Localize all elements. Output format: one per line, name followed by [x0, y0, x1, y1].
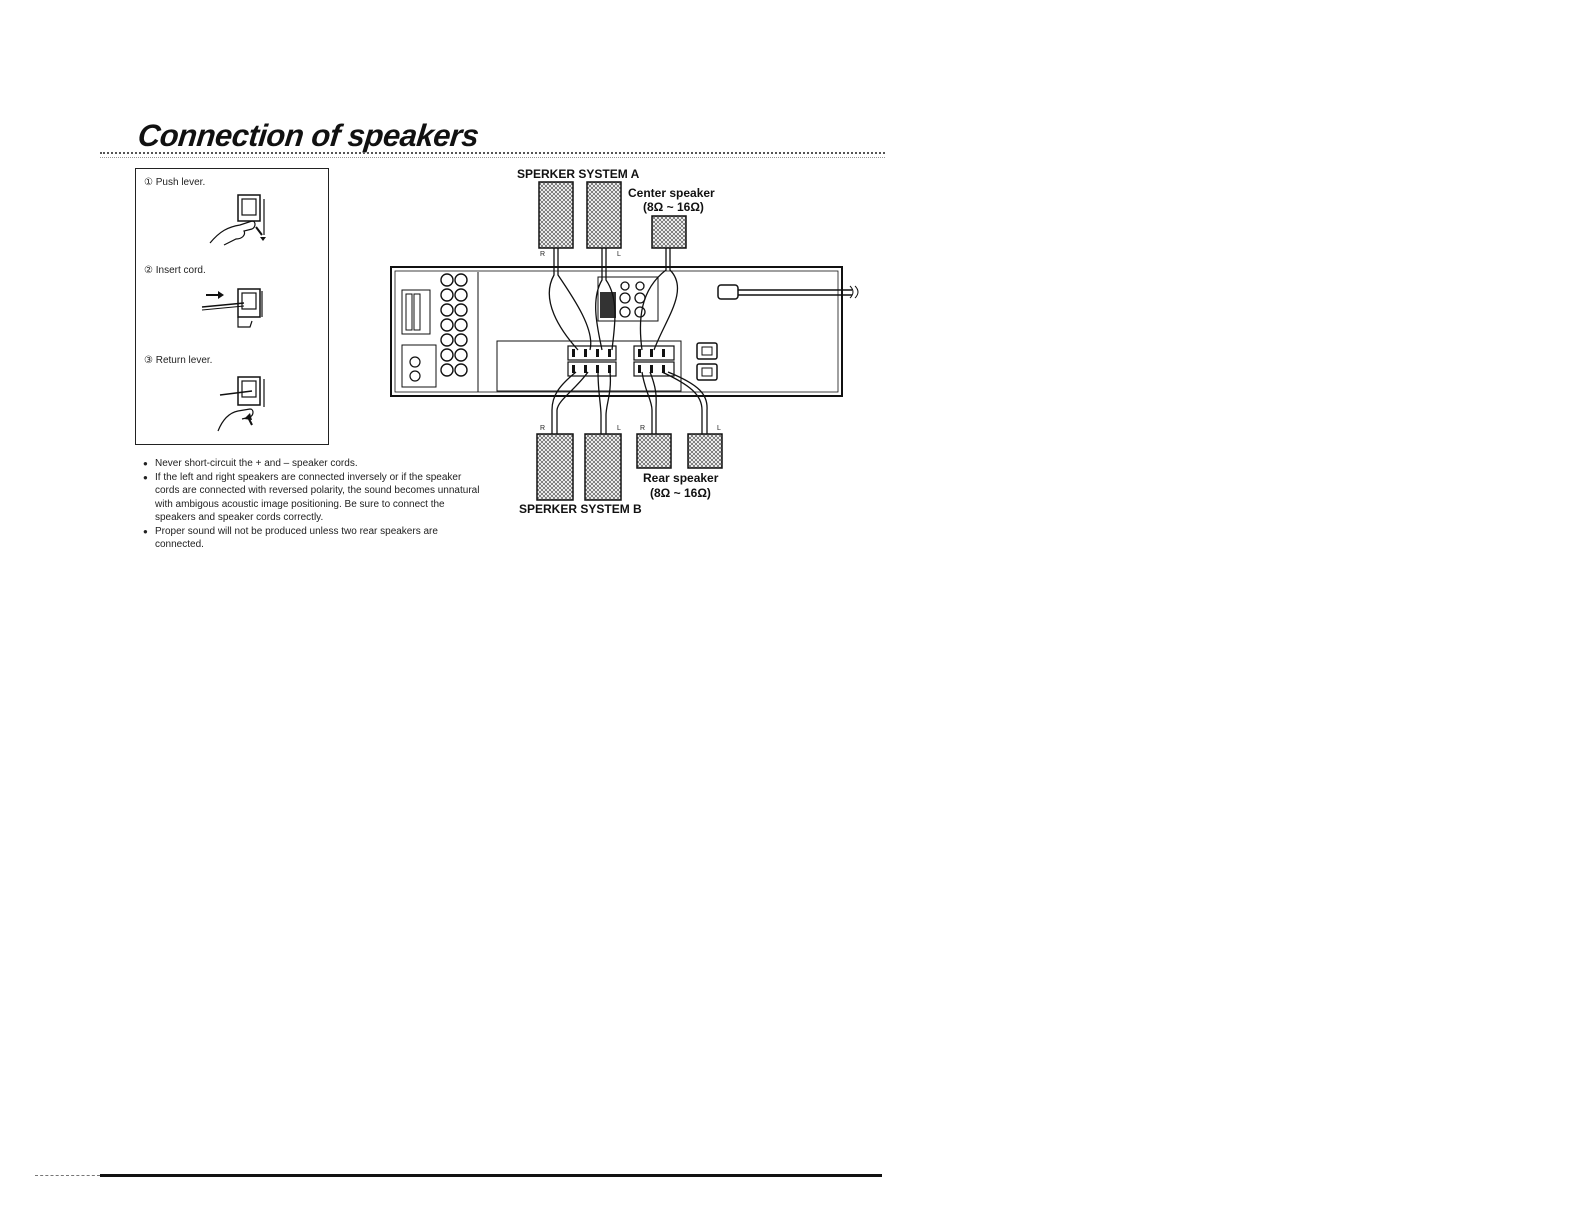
page-title: Connection of speakers [136, 118, 481, 153]
front-a-right-channel-label: R [540, 251, 546, 258]
speaker-wiring-diagram [380, 170, 870, 520]
rear-speaker-impedance: (8Ω ~ 16Ω) [650, 486, 711, 500]
rear-left-speaker [688, 434, 722, 468]
step-1-label: ① Push lever. [144, 177, 206, 188]
caution-note: ● If the left and right speakers are connected inversely or if the speaker cords are connected with reversed polarity, the sound becomes unnatural with ambigous acoustic image positioning. Be sure to connect the speakers and speaker cords correctly. [143, 471, 483, 525]
front-b-right-channel-label: R [540, 425, 546, 432]
front-left-speaker-b [585, 434, 621, 500]
receiver-rear-panel [391, 267, 842, 396]
front-left-speaker-a [587, 182, 621, 248]
push-lever-illustration-icon [206, 191, 286, 251]
rear-right-channel-label: R [640, 425, 646, 432]
insert-cord-illustration-icon [200, 281, 280, 339]
front-right-speaker-a [539, 182, 573, 248]
rear-left-channel-label: L [717, 425, 721, 432]
return-lever-illustration-icon [206, 373, 286, 437]
step-3-label: ③ Return lever. [144, 355, 213, 366]
rear-right-speaker [637, 434, 671, 468]
title-divider-secondary [100, 157, 885, 158]
footer-divider-dashed [35, 1175, 100, 1176]
step-2-label: ② Insert cord. [144, 265, 206, 276]
speaker-system-b-label: SPERKER SYSTEM B [519, 502, 642, 516]
rear-speaker-label: Rear speaker [643, 471, 719, 485]
footer-divider [100, 1174, 882, 1177]
center-speaker [652, 216, 686, 248]
center-speaker-impedance: (8Ω ~ 16Ω) [643, 200, 704, 214]
caution-note: ● Never short-circuit the + and – speaker cords. [143, 457, 483, 471]
front-a-left-channel-label: L [617, 251, 621, 258]
front-right-speaker-b [537, 434, 573, 500]
front-b-left-channel-label: L [617, 425, 621, 432]
title-divider [100, 152, 885, 154]
caution-note: ● Proper sound will not be produced unless two rear speakers are connected. [143, 525, 483, 552]
connection-steps-panel [135, 168, 329, 445]
speaker-system-a-label: SPERKER SYSTEM A [517, 167, 640, 181]
center-speaker-label: Center speaker [628, 186, 715, 200]
